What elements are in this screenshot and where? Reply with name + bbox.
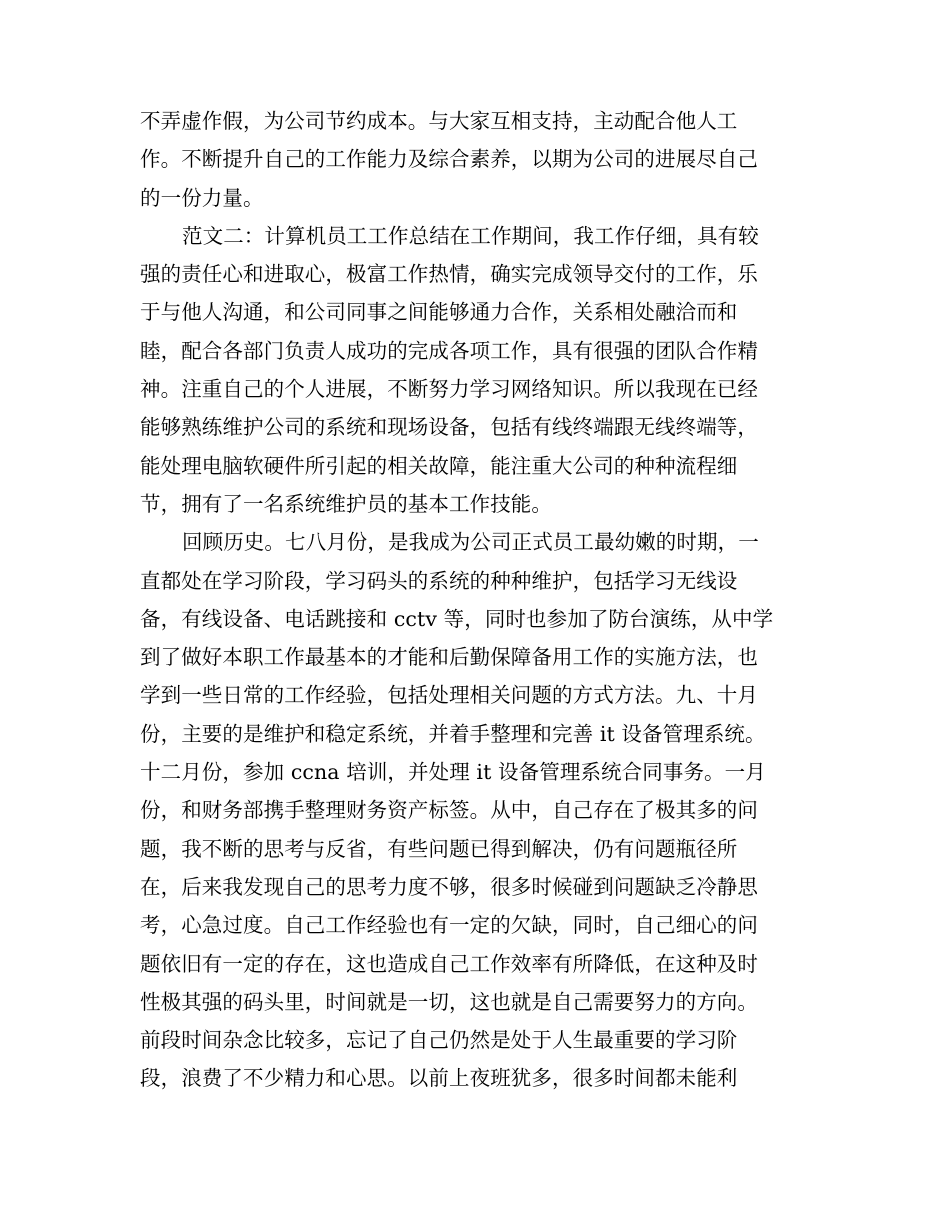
- text-line: 题依旧有一定的存在，这也造成自己工作效率有所降低，在这种及时: [140, 951, 758, 976]
- text-line: 份，主要的是维护和稳定系统，并着手整理和完善 it 设备管理系统。: [140, 721, 766, 746]
- paragraph-start-line: 范文二：计算机员工工作总结在工作期间，我工作仔细，具有较: [182, 223, 759, 248]
- text-line: 的一份力量。: [140, 185, 264, 210]
- text-line: 在，后来我发现自己的思考力度不够，很多时候碰到问题缺乏冷静思: [140, 874, 758, 899]
- text-line: 直都处在学习阶段，学习码头的系统的种种维护，包括学习无线设: [140, 568, 738, 593]
- text-line: 能处理电脑软硬件所引起的相关故障，能注重大公司的种种流程细: [140, 453, 738, 478]
- text-line: 作。不断提升自己的工作能力及综合素养，以期为公司的进展尽自己: [140, 147, 758, 172]
- text-line: 前段时间杂念比较多，忘记了自己仍然是处于人生最重要的学习阶: [140, 1028, 738, 1053]
- text-line: 节，拥有了一名系统维护员的基本工作技能。: [140, 491, 552, 516]
- text-line: 睦，配合各部门负责人成功的完成各项工作，具有很强的团队合作精: [140, 338, 758, 363]
- text-line: 不弄虚作假，为公司节约成本。与大家互相支持，主动配合他人工: [140, 109, 738, 133]
- text-line: 备，有线设备、电话跳接和 cctv 等，同时也参加了防台演练，从中学: [140, 606, 774, 631]
- text-line: 能够熟练维护公司的系统和现场设备，包括有线终端跟无线终端等，: [140, 415, 758, 440]
- text-line: 段，浪费了不少精力和心思。以前上夜班犹多，很多时间都未能利: [140, 1066, 738, 1091]
- text-line: 强的责任心和进取心，极富工作热情，确实完成领导交付的工作，乐: [140, 262, 758, 287]
- text-line: 性极其强的码头里，时间就是一切，这也就是自己需要努力的方向。: [140, 989, 758, 1014]
- text-line: 到了做好本职工作最基本的才能和后勤保障备用工作的实施方法，也: [140, 645, 758, 670]
- text-line: 神。注重自己的个人进展，不断努力学习网络知识。所以我现在已经: [140, 377, 758, 402]
- text-line: 份，和财务部携手整理财务资产标签。从中，自己存在了极其多的问: [140, 798, 758, 823]
- text-line: 学到一些日常的工作经验，包括处理相关问题的方式方法。九、十月: [140, 683, 758, 708]
- text-line: 考，心急过度。自己工作经验也有一定的欠缺，同时，自己细心的问: [140, 913, 758, 938]
- text-line: 十二月份，参加 ccna 培训，并处理 it 设备管理系统合同事务。一月: [140, 760, 766, 785]
- paragraph-start-line: 回顾历史。七八月份，是我成为公司正式员工最幼嫩的时期，一: [182, 530, 759, 555]
- text-line: 题，我不断的思考与反省，有些问题已得到解决，仍有问题瓶径所: [140, 836, 738, 861]
- document-body: [140, 102, 812, 1098]
- text-line: 于与他人沟通，和公司同事之间能够通力合作，关系相处融洽而和: [140, 300, 738, 325]
